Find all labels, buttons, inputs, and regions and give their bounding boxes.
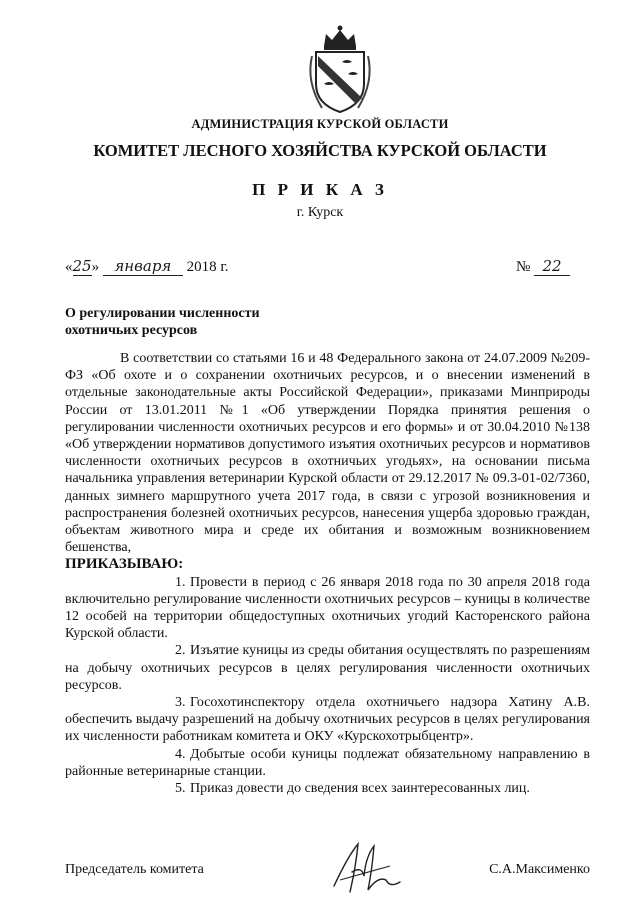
document-type-title: П Р И К А З — [252, 180, 388, 199]
coat-of-arms-icon — [302, 22, 378, 114]
item-number: 4. — [175, 746, 186, 762]
date-year: 2018 г. — [186, 259, 229, 275]
item-text: Провести в период с 26 января 2018 года по 30 апреля 2018 года включительно регулирование численности охотничьих ресурсов – куницы в количестве 12 особей на территории общедоступных охотничьих угодий Касторенского района Курской области. — [65, 574, 590, 642]
order-item-5 — [65, 780, 590, 797]
date-day: 25 — [72, 257, 92, 275]
date-month: января — [103, 257, 183, 276]
item-number: 3. — [175, 695, 186, 711]
date-open-quote: « — [65, 259, 73, 275]
item-text: Приказ довести до сведения всех заинтересованных лиц. — [190, 781, 530, 797]
date-close-quote: » — [91, 259, 100, 275]
preamble-paragraph: В соответствии со статьями 16 и 48 Федерального закона от 24.07.2009 №209-ФЗ «Об охоте и о сохранении охотничьих ресурсов, и о внесении изменений в отдельные законодательные акты Российской Федерации», приказами Минприроды России от 13.01.2011 №1 «Об утверждении Порядка принятия решения о регулировании численности охотничьих ресурсов и его формы» и от 30.04.2010 №138 «Об утверждении нормативов допустимого изъятия охотничьих ресурсов и нормативов численности охотничьих ресурсов в охотничьих угодьях», на основании письма начальника управления ветеринарии Курской области от 29.12.2017 № 09.3-01-02/7360, данных зимнего маршрутного учета 2017 года, в связи с угрозой возникновения и распространения болезней охотничьих ресурсов, нанесения ущерба здоровью граждан, объектам животного мира и среде их обитания и возможным возникновением бешенства, — [65, 351, 590, 556]
administration-header: АДМИНИСТРАЦИЯ КУРСКОЙ ОБЛАСТИ — [191, 117, 449, 131]
order-word: ПРИКАЗЫВАЮ: — [65, 556, 184, 573]
item-text: Изъятие куницы из среды обитания осуществлять по разрешениям на добычу охотничьих ресурсов в целях регулирования численности охотничьих ресурсов. — [65, 643, 590, 693]
order-item-2 — [65, 642, 590, 694]
number-label: № — [516, 259, 531, 275]
item-text: Госохотинспектору отдела охотничьего надзора Хатину А.В. обеспечить выдачу разрешений на добычу охотничьих ресурсов в целях регулирования их численности работникам комитета и ОКУ «Курскохотрыбцентр». — [65, 695, 590, 745]
signatory-name: С.А.Максименко — [489, 862, 590, 877]
item-number: 5. — [175, 781, 186, 797]
item-number: 1. — [175, 574, 186, 590]
order-item-4 — [65, 746, 590, 780]
order-item-3 — [65, 694, 590, 746]
signatory-position: Председатель комитета — [65, 862, 204, 877]
order-item-1 — [65, 574, 590, 643]
document-number — [516, 257, 570, 276]
subject-line-1: О регулировании численности — [65, 306, 260, 321]
item-number: 2. — [175, 643, 186, 659]
document-body — [65, 350, 590, 797]
subject-line-2: охотничьих ресурсов — [65, 323, 198, 338]
document-date — [65, 257, 229, 276]
city-line: г. Курск — [296, 205, 344, 220]
item-text: Добытые особи куницы подлежат обязательному направлению в районные ветеринарные станции. — [65, 746, 590, 779]
document-subject — [65, 305, 260, 339]
number-value: 22 — [534, 257, 570, 276]
committee-header: КОМИТЕТ ЛЕСНОГО ХОЗЯЙСТВА КУРСКОЙ ОБЛАСТИ — [93, 141, 547, 160]
handwritten-signature-icon — [328, 836, 408, 898]
